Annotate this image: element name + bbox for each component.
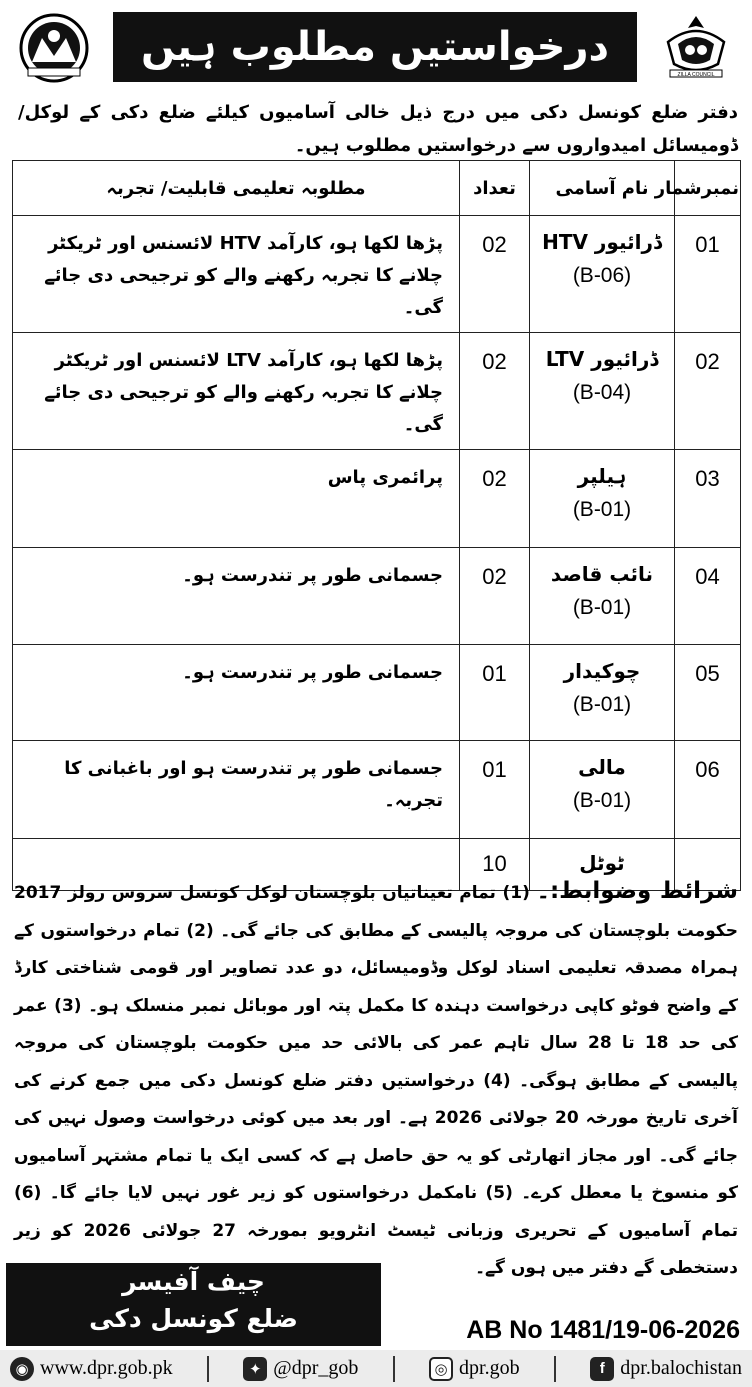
district-council-emblem-logo (660, 12, 732, 84)
instagram-handle[interactable]: dpr.gob (459, 1357, 520, 1379)
row-post-scale: (B-01) (572, 596, 632, 619)
row-quantity: 02 (460, 216, 530, 333)
row-serial: 03 (675, 450, 741, 548)
row-post-name: مالی (578, 755, 626, 779)
row-serial: 04 (675, 548, 741, 645)
table-row (13, 450, 741, 548)
row-post (530, 450, 675, 548)
row-post-scale: (B-04) (572, 381, 632, 404)
row-qualification: جسمانی طور پر تندرست ہو۔ (13, 645, 460, 741)
row-post (530, 548, 675, 645)
table-row (13, 741, 741, 839)
header-serial: نمبرشمار (675, 161, 741, 216)
table-row (13, 548, 741, 645)
footer-instagram[interactable] (429, 1357, 520, 1381)
globe-icon: ◉ (10, 1357, 34, 1381)
row-qualification: جسمانی طور پر تندرست ہو اور باغبانی کا تجربہ۔ (13, 741, 460, 839)
page-title: درخواستیں مطلوب ہیں (113, 12, 637, 82)
total-value: 10 (460, 839, 530, 891)
row-qualification: جسمانی طور پر تندرست ہو۔ (13, 548, 460, 645)
header-post-name: نام آسامی (530, 161, 675, 216)
posts-table (12, 160, 741, 891)
row-post-name: نائب قاصد (550, 562, 654, 586)
footer-bar (0, 1350, 752, 1387)
row-post-scale: (B-01) (572, 789, 632, 812)
header-quantity: تعداد (460, 161, 530, 216)
table-row (13, 645, 741, 741)
row-serial: 06 (675, 741, 741, 839)
ad-number: AB No 1481/19-06-2026 (466, 1316, 740, 1344)
row-quantity: 02 (460, 333, 530, 450)
row-qualification: پرائمری پاس (13, 450, 460, 548)
instagram-icon: ◎ (429, 1357, 453, 1381)
facebook-icon: f (590, 1357, 614, 1381)
row-serial: 01 (675, 216, 741, 333)
table-header-row (13, 161, 741, 216)
twitter-handle[interactable]: @dpr_gob (273, 1357, 359, 1379)
header-qualification: مطلوبہ تعلیمی قابلیت/ تجربہ (13, 161, 460, 216)
row-serial: 02 (675, 333, 741, 450)
row-qualification: پڑھا لکھا ہو، کارآمد HTV لائسنس اور ٹریکٹر چلانے کا تجربہ رکھنے والے کو ترجیحی دی جائے گی۔ (13, 216, 460, 333)
row-quantity: 01 (460, 741, 530, 839)
signature-title: چیف آفیسر (122, 1267, 265, 1296)
footer-facebook[interactable] (590, 1357, 742, 1381)
row-quantity: 01 (460, 645, 530, 741)
row-serial: 05 (675, 645, 741, 741)
facebook-handle[interactable]: dpr.balochistan (620, 1357, 742, 1379)
row-quantity: 02 (460, 548, 530, 645)
footer-divider (207, 1356, 209, 1382)
intro-text: دفتر ضلع کونسل دکی میں درج ذیل خالی آسامیوں کیلئے ضلع دکی کے لوکل/ڈومیسائل امیدواروں سے درخواستیں مطلوب ہیں۔ (18, 102, 738, 156)
total-label: ٹوٹل (530, 839, 675, 891)
signature-office: ضلع کونسل دکی (89, 1304, 298, 1333)
footer-twitter[interactable] (243, 1357, 358, 1381)
district-emblem-logo (18, 12, 90, 84)
twitter-icon: ✦ (243, 1357, 267, 1381)
terms-heading: شرائط وضوابط:۔ (536, 878, 738, 904)
row-post (530, 333, 675, 450)
footer-divider (393, 1356, 395, 1382)
row-post-name: ڈرائیور LTV (545, 347, 659, 371)
footer-divider (554, 1356, 556, 1382)
signature-block (6, 1263, 381, 1346)
row-post (530, 216, 675, 333)
footer-website[interactable] (10, 1357, 173, 1381)
row-post-name: چوکیدار (563, 659, 641, 683)
terms-and-conditions (14, 873, 738, 1288)
table-row (13, 333, 741, 450)
row-post-name: ہیلپر (577, 464, 627, 488)
row-post (530, 645, 675, 741)
website-link[interactable]: www.dpr.gob.pk (40, 1357, 173, 1379)
row-post (530, 741, 675, 839)
table-row (13, 216, 741, 333)
row-qualification: پڑھا لکھا ہو، کارآمد LTV لائسنس اور ٹریکٹر چلانے کا تجربہ رکھنے والے کو ترجیحی دی جائے گی۔ (13, 333, 460, 450)
row-post-scale: (B-01) (572, 498, 632, 521)
row-post-scale: (B-01) (572, 693, 632, 716)
row-post-name: ڈرائیور HTV (542, 230, 662, 254)
logo-right-text: ZILLA COUNCIL (677, 72, 715, 78)
terms-body: (1) تمام تعیناتیاں بلوچستان لوکل کونسل سروس رولز 2017 حکومت بلوچستان کی مروجہ پالیسی کے مطابق کی جائے گی۔ (2) تمام درخواستوں کے ہمراہ مصدقہ تعلیمی اسناد لوکل وڈومیسائل، دو عدد تصاویر اور قومی شناختی کارڈ کے واضح فوٹو کاپی درخواست دہندہ کا مکمل پتہ اور موبائل نمبر منسلک ہو۔ (3) عمر کی حد 18 تا 28 سال تاہم عمر کی بالائی حد میں حکومت بلوچستان کی مروجہ پالیسی کے مطابق ہوگی۔ (4) درخواستیں دفتر ضلع کونسل دکی میں جمع کرنے کی آخری تاریخ مورخہ 20 جولائی 2026 ہے۔ اور بعد میں کوئی درخواست وصول نہیں کی جائے گی۔ اور مجاز اتھارٹی کو یہ حق حاصل ہے کہ کسی ایک یا تمام مشتہر آسامیوں کو منسوخ یا معطل کرے۔ (5) نامکمل درخواستوں کو زیر غور نہیں لایا جائے گا۔ (6) تمام آسامیوں کے تحریری وزبانی ٹیسٹ انٹرویو بمورخہ 27 جولائی 2026 کو زیر دستخطی گے دفتر میں ہوں گے۔ (14, 883, 739, 1278)
row-quantity: 02 (460, 450, 530, 548)
row-post-scale: (B-06) (572, 264, 632, 287)
